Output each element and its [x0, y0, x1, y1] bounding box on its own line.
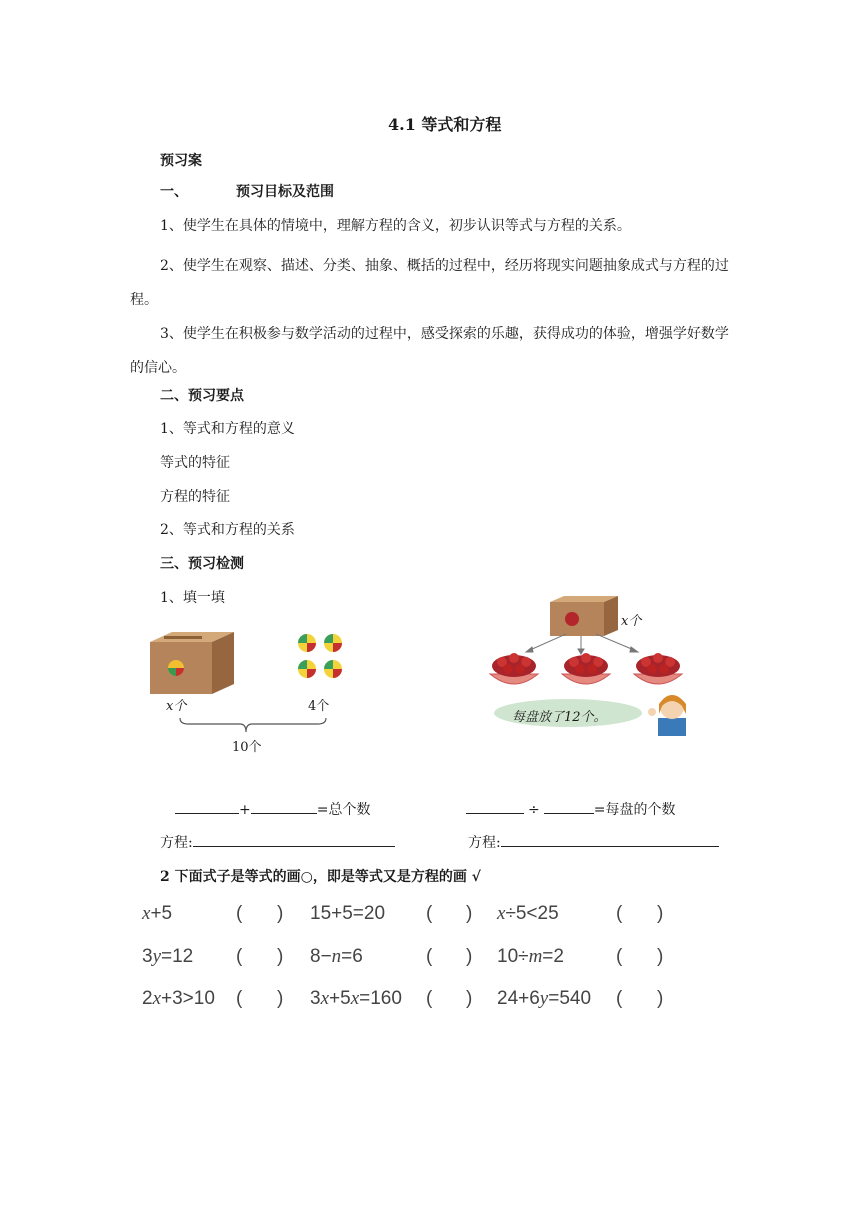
blank[interactable]: [175, 801, 239, 814]
paren-open: (: [426, 903, 433, 924]
paren-close: ): [277, 988, 284, 1009]
expression: 10÷m=2: [497, 946, 564, 967]
x-label-left: x个: [166, 699, 187, 714]
question-1: 1、填一填: [160, 590, 225, 606]
arrows-icon: [526, 634, 638, 654]
equation-right: [468, 832, 719, 852]
paren-open: (: [426, 946, 433, 967]
blank[interactable]: [501, 834, 719, 847]
paren-close: ): [657, 903, 664, 924]
paren-open: (: [236, 988, 243, 1009]
bubble-text: 每盘放了12个。: [512, 710, 607, 725]
box-icon: [150, 632, 234, 694]
point-equation-feature: 方程的特征: [160, 489, 230, 505]
equation-left: [160, 832, 395, 852]
blank[interactable]: [193, 834, 395, 847]
total-text: =总个数: [316, 802, 371, 818]
expression: 15+5=20: [310, 903, 386, 924]
paren-open: (: [236, 946, 243, 967]
point-equality-feature: 等式的特征: [160, 455, 230, 471]
total-label: 10个: [232, 740, 262, 755]
point-1: 1、等式和方程的意义: [160, 421, 295, 437]
expression: 2x+3>10: [142, 988, 215, 1009]
four-label: 4个: [308, 699, 330, 714]
paren-open: (: [616, 903, 623, 924]
plus-sign: +: [239, 802, 251, 818]
fill-left: [175, 799, 370, 819]
paren-open: (: [616, 988, 623, 1009]
paren-close: ): [277, 946, 284, 967]
point-2: 2、等式和方程的关系: [160, 522, 295, 538]
x-label-right: x个: [621, 614, 642, 629]
paren-close: ): [657, 988, 664, 1009]
expression: x÷5<25: [497, 903, 559, 924]
section-label: 预习案: [160, 153, 202, 169]
girl-icon: [648, 695, 686, 736]
question-2: 2 下面式子是等式的画○，即是等式又是方程的画 √: [160, 869, 481, 885]
expression: 8−n=6: [310, 946, 363, 967]
fill-right: [466, 799, 675, 819]
heading-goals-text: 预习目标及范围: [236, 184, 334, 200]
brace-icon: [180, 718, 326, 732]
blank[interactable]: [466, 801, 524, 814]
paren-open: (: [616, 946, 623, 967]
heading-check: 三、预习检测: [160, 556, 244, 572]
expression: 24+6y=540: [497, 988, 592, 1009]
goal-3: 3、使学生在积极参与数学活动的过程中，感受探索的乐趣，获得成功的体验，增强学好数学的信心。: [130, 326, 729, 376]
blank[interactable]: [544, 801, 594, 814]
equation-label: 方程:: [160, 835, 193, 851]
paren-open: (: [236, 903, 243, 924]
paren-close: ): [657, 946, 664, 967]
blank[interactable]: [251, 801, 317, 814]
per-plate-text: =每盘的个数: [593, 802, 676, 818]
expression: 3y=12: [142, 946, 194, 967]
goal-2: 2、使学生在观察、描述、分类、抽象、概括的过程中，经历将现实问题抽象成式与方程的过程。: [130, 258, 729, 308]
paren-close: ): [466, 946, 473, 967]
goal-1: 1、使学生在具体的情境中，理解方程的含义，初步认识等式与方程的关系。: [160, 218, 631, 234]
divide-sign: ÷: [528, 802, 540, 818]
box-icon: [550, 596, 618, 636]
equation-label: 方程:: [468, 835, 501, 851]
plates-icon: [490, 653, 682, 684]
heading-points: 二、预习要点: [160, 388, 244, 404]
heading-goals-num: 一、: [160, 184, 188, 200]
paren-close: ): [466, 903, 473, 924]
expression: 3x+5x=160: [310, 988, 402, 1009]
expression: x+5: [142, 903, 173, 924]
box-balls-figure: [140, 628, 370, 753]
paren-close: ): [277, 903, 284, 924]
paren-close: ): [466, 988, 473, 1009]
paren-open: (: [426, 988, 433, 1009]
page-title: 4.1 等式和方程: [388, 115, 502, 134]
balls-icon: [298, 634, 342, 678]
heading-goals: [160, 181, 334, 201]
